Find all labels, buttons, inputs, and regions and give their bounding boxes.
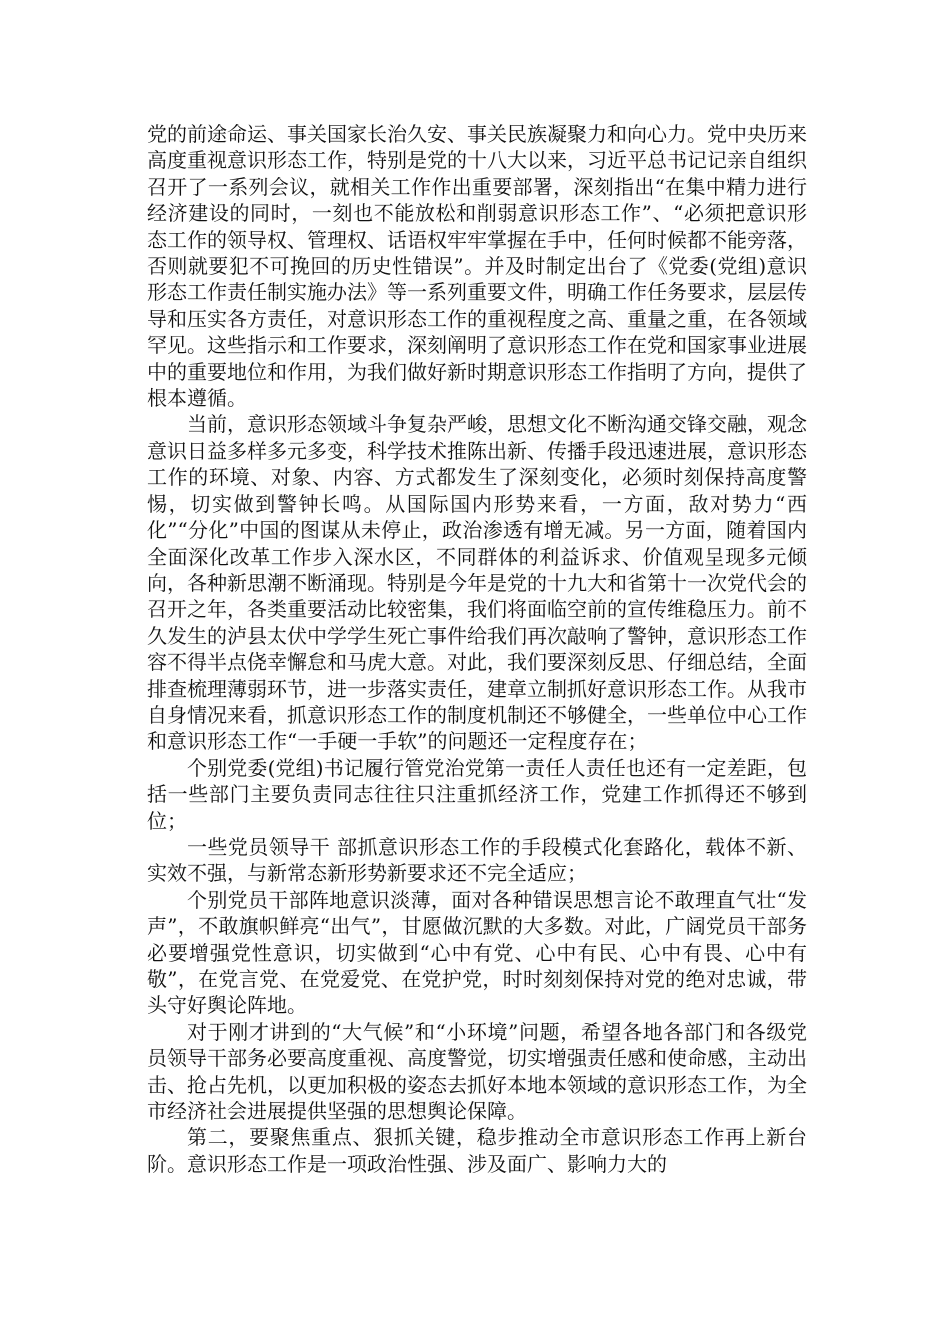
- paragraph-1: 党的前途命运、事关国家长治久安、事关民族凝聚力和向心力。党中央历来高度重视意识形态工作，特别是党的十八大以来，习近平总书记记亲自组织召开了一系列会议，就相关工作作出重要部署，深刻指出“在集中精力进行经济建设的同时，一刻也不能放松和削弱意识形态工作”、“必须把意识形态工作的领导权、管理权、话语权牢牢掌握在手中，任何时候都不能旁落，否则就要犯不可挽回的历史性错误”。并及时制定出台了《党委(党组)意识形态工作责任制实施办法》等一系列重要文件，明确工作任务要求，层层传导和压实各方责任，对意识形态工作的重视程度之高、重量之重，在各领域罕见。这些指示和工作要求，深刻阐明了意识形态工作在党和国家事业进展中的重要地位和作用，为我们做好新时期意识形态工作指明了方向，提供了根本遵循。: [147, 122, 807, 411]
- paragraph-4: 一些党员领导干 部抓意识形态工作的手段模式化套路化，载体不新、实效不强，与新常态新形势新要求还不完全适应；: [147, 834, 807, 886]
- document-page: [147, 121, 807, 1177]
- paragraph-2: 当前，意识形态领域斗争复杂严峻，思想文化不断沟通交锋交融，观念意识日益多样多元多变，科学技术推陈出新、传播手段迅速进展，意识形态工作的环境、对象、内容、方式都发生了深刻变化，必须时刻保持高度警惕，切实做到警钟长鸣。从国际国内形势来看，一方面，敌对势力“西化”“分化”中国的图谋从未停止，政治渗透有增无减。另一方面，随着国内全面深化改革工作步入深水区，不同群体的利益诉求、价值观呈现多元倾向，各种新思潮不断涌现。特别是今年是党的十九大和省第十一次党代会的召开之年，各类重要活动比较密集，我们将面临空前的宣传维稳压力。前不久发生的泸县太伏中学学生死亡事件给我们再次敲响了警钟，意识形态工作容不得半点侥幸懈怠和马虎大意。对此，我们要深刻反思、仔细总结，全面排查梳理薄弱环节，进一步落实责任，建章立制抓好意识形态工作。从我市自身情况来看，抓意识形态工作的制度机制还不够健全，一些单位中心工作和意识形态工作“一手硬一手软”的问题还一定程度存在；: [147, 412, 807, 754]
- paragraph-7: 第二，要聚焦重点、狠抓关键，稳步推动全市意识形态工作再上新台阶。意识形态工作是一项政治性强、涉及面广、影响力大的: [147, 1125, 807, 1176]
- paragraph-6: 对于刚才讲到的“大气候”和“小环境”问题，希望各地各部门和各级党员领导干部务必要高度重视、高度警觉，切实增强责任感和使命感，主动出击、抢占先机，以更加积极的姿态去抓好本地本领域的意识形态工作，为全市经济社会进展提供坚强的思想舆论保障。: [147, 1019, 807, 1124]
- paragraph-5: 个别党员干部阵地意识淡薄，面对各种错误思想言论不敢理直气壮“发声”，不敢旗帜鲜亮“出气”，甘愿做沉默的大多数。对此，广阔党员干部务必要增强党性意识，切实做到“心中有党、心中有民、心中有畏、心中有敬”，在党言党、在党爱党、在党护党，时时刻刻保持对党的绝对忠诚，带头守好舆论阵地。: [147, 887, 807, 1018]
- paragraph-3: 个别党委(党组)书记履行管党治党第一责任人责任也还有一定差距，包括一些部门主要负责同志往往只注重抓经济工作，党建工作抓得还不够到位；: [147, 755, 807, 833]
